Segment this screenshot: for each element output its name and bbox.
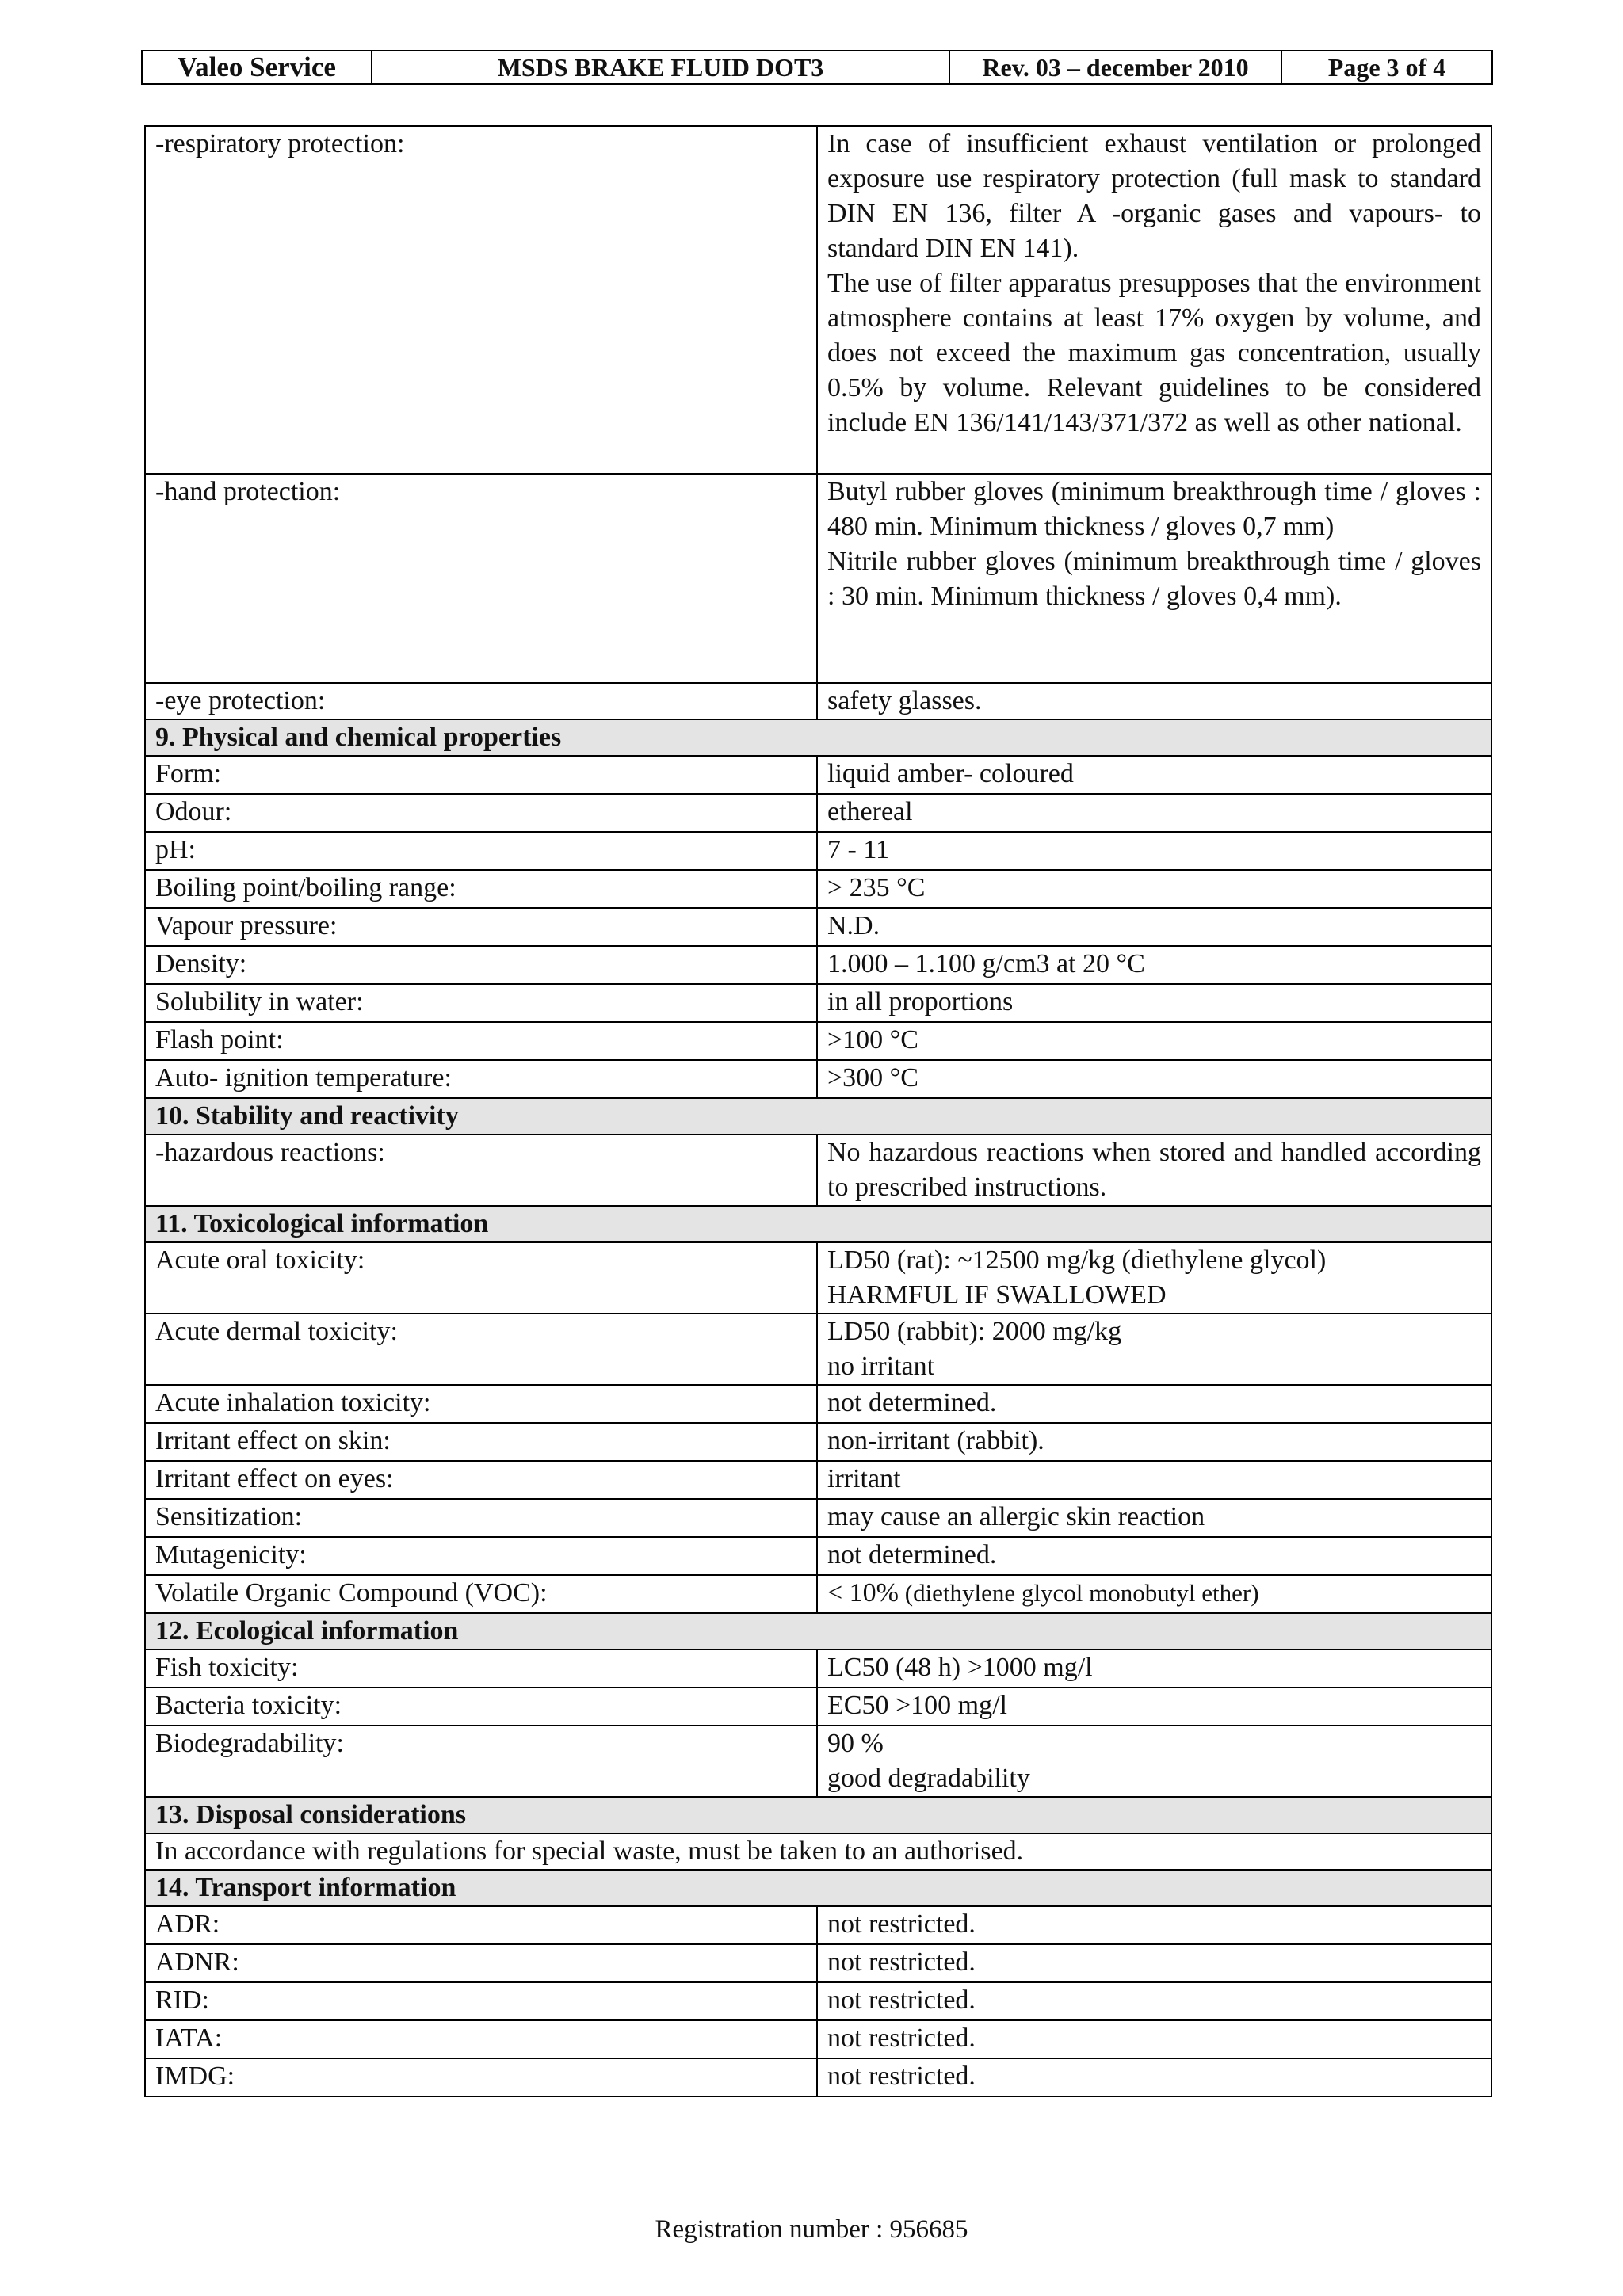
acute-oral-toxicity-value bbox=[817, 1242, 1491, 1314]
section-14-title: 14. Transport information bbox=[145, 1870, 1491, 1906]
iata-label: IATA: bbox=[145, 2020, 817, 2058]
vapour-pressure-label: Vapour pressure: bbox=[145, 908, 817, 946]
hand-protection-paragraph-1: Butyl rubber gloves (minimum breakthrough time / gloves : 480 min. Minimum thickness / gloves 0,7 mm) bbox=[827, 477, 1481, 541]
acute-dermal-toxicity-line-2: no irritant bbox=[827, 1352, 935, 1381]
table-row bbox=[145, 756, 1491, 794]
mutagenicity-label: Mutagenicity: bbox=[145, 1537, 817, 1575]
section-heading-row bbox=[145, 1098, 1491, 1135]
fish-toxicity-value: LC50 (48 h) >1000 mg/l bbox=[817, 1650, 1491, 1688]
solubility-value: in all proportions bbox=[817, 984, 1491, 1022]
table-row bbox=[145, 1385, 1491, 1423]
irritant-eyes-value: irritant bbox=[817, 1461, 1491, 1499]
section-13-title: 13. Disposal considerations bbox=[145, 1797, 1491, 1833]
document-header bbox=[141, 50, 1493, 85]
density-label: Density: bbox=[145, 946, 817, 984]
vapour-pressure-value: N.D. bbox=[817, 908, 1491, 946]
fish-toxicity-label: Fish toxicity: bbox=[145, 1650, 817, 1688]
table-row bbox=[145, 1314, 1491, 1385]
ph-label: pH: bbox=[145, 832, 817, 870]
flash-point-value: >100 °C bbox=[817, 1022, 1491, 1060]
boiling-point-value: > 235 °C bbox=[817, 870, 1491, 908]
adnr-value: not restricted. bbox=[817, 1944, 1491, 1982]
table-row bbox=[145, 1499, 1491, 1537]
biodegradability-line-2: good degradability bbox=[827, 1764, 1030, 1793]
table-row bbox=[145, 1833, 1491, 1870]
hand-protection-label: -hand protection: bbox=[145, 474, 817, 683]
section-12-title: 12. Ecological information bbox=[145, 1613, 1491, 1650]
auto-ignition-label: Auto- ignition temperature: bbox=[145, 1060, 817, 1098]
ph-value: 7 - 11 bbox=[817, 832, 1491, 870]
table-row bbox=[145, 1982, 1491, 2020]
rid-value: not restricted. bbox=[817, 1982, 1491, 2020]
table-row bbox=[145, 1537, 1491, 1575]
table-row bbox=[145, 1461, 1491, 1499]
table-row bbox=[145, 1650, 1491, 1688]
table-row bbox=[145, 946, 1491, 984]
table-row bbox=[145, 908, 1491, 946]
table-row bbox=[145, 474, 1491, 683]
table-row bbox=[145, 1022, 1491, 1060]
irritant-skin-label: Irritant effect on skin: bbox=[145, 1423, 817, 1461]
bacteria-toxicity-label: Bacteria toxicity: bbox=[145, 1688, 817, 1726]
adr-label: ADR: bbox=[145, 1906, 817, 1944]
table-row bbox=[145, 1944, 1491, 1982]
table-row bbox=[145, 1060, 1491, 1098]
mutagenicity-value: not determined. bbox=[817, 1537, 1491, 1575]
table-row bbox=[145, 794, 1491, 832]
acute-dermal-toxicity-value bbox=[817, 1314, 1491, 1385]
msds-table bbox=[144, 125, 1492, 2097]
voc-percent: < 10% bbox=[827, 1578, 899, 1608]
auto-ignition-value: >300 °C bbox=[817, 1060, 1491, 1098]
header-page-number: Page 3 of 4 bbox=[1327, 52, 1446, 82]
respiratory-protection-paragraph-1: In case of insufficient exhaust ventilation or prolonged exposure use respiratory protection (full mask to standard DIN EN 136, filter A -organic gases and vapours- to standard DIN EN 141). bbox=[827, 129, 1481, 263]
hand-protection-paragraph-2: Nitrile rubber gloves (minimum breakthrough time / gloves : 30 min. Minimum thickness / gloves 0,4 mm). bbox=[827, 547, 1481, 611]
adnr-label: ADNR: bbox=[145, 1944, 817, 1982]
bacteria-toxicity-value: EC50 >100 mg/l bbox=[817, 1688, 1491, 1726]
acute-oral-toxicity-line-1: LD50 (rat): ~12500 mg/kg (diethylene glycol) bbox=[827, 1245, 1327, 1275]
table-row bbox=[145, 1135, 1491, 1206]
section-11-title: 11. Toxicological information bbox=[145, 1206, 1491, 1242]
odour-value: ethereal bbox=[817, 794, 1491, 832]
voc-label: Volatile Organic Compound (VOC): bbox=[145, 1575, 817, 1613]
acute-inhalation-toxicity-label: Acute inhalation toxicity: bbox=[145, 1385, 817, 1423]
imdg-label: IMDG: bbox=[145, 2058, 817, 2096]
flash-point-label: Flash point: bbox=[145, 1022, 817, 1060]
hand-protection-value bbox=[817, 474, 1491, 683]
table-row bbox=[145, 2058, 1491, 2096]
table-row bbox=[145, 832, 1491, 870]
acute-dermal-toxicity-label: Acute dermal toxicity: bbox=[145, 1314, 817, 1385]
iata-value: not restricted. bbox=[817, 2020, 1491, 2058]
voc-substance: (diethylene glycol monobutyl ether) bbox=[899, 1579, 1259, 1607]
table-row bbox=[145, 1423, 1491, 1461]
imdg-value: not restricted. bbox=[817, 2058, 1491, 2096]
sensitization-value: may cause an allergic skin reaction bbox=[817, 1499, 1491, 1537]
density-value: 1.000 – 1.100 g/cm3 at 20 °C bbox=[817, 946, 1491, 984]
acute-dermal-toxicity-line-1: LD50 (rabbit): 2000 mg/kg bbox=[827, 1317, 1122, 1346]
biodegradability-line-1: 90 % bbox=[827, 1729, 884, 1758]
table-row bbox=[145, 683, 1491, 719]
disposal-text: In accordance with regulations for special waste, must be taken to an authorised. bbox=[145, 1833, 1491, 1870]
form-value: liquid amber- coloured bbox=[817, 756, 1491, 794]
section-10-title: 10. Stability and reactivity bbox=[145, 1098, 1491, 1135]
irritant-skin-value: non-irritant (rabbit). bbox=[817, 1423, 1491, 1461]
biodegradability-label: Biodegradability: bbox=[145, 1726, 817, 1797]
registration-number: Registration number : 956685 bbox=[655, 2215, 968, 2244]
table-row bbox=[145, 2020, 1491, 2058]
respiratory-protection-paragraph-2: The use of filter apparatus presupposes that the environment atmosphere contains at least 17% oxygen by volume, and does not exceed the maximum gas concentration, usually 0.5% by volume. Relevant guidelines to be considered include EN 136/141/143/371/372 as well as other national. bbox=[827, 269, 1481, 437]
table-row bbox=[145, 126, 1491, 474]
header-document-title: MSDS BRAKE FLUID DOT3 bbox=[372, 51, 950, 83]
section-9-title: 9. Physical and chemical properties bbox=[145, 719, 1491, 756]
table-row bbox=[145, 1688, 1491, 1726]
table-row bbox=[145, 870, 1491, 908]
eye-protection-label: -eye protection: bbox=[145, 683, 817, 719]
section-heading-row bbox=[145, 1206, 1491, 1242]
table-row bbox=[145, 984, 1491, 1022]
respiratory-protection-label: -respiratory protection: bbox=[145, 126, 817, 474]
rid-label: RID: bbox=[145, 1982, 817, 2020]
section-heading-row bbox=[145, 1613, 1491, 1650]
table-row bbox=[145, 1242, 1491, 1314]
header-revision: Rev. 03 – december 2010 bbox=[950, 51, 1282, 83]
solubility-label: Solubility in water: bbox=[145, 984, 817, 1022]
section-heading-row bbox=[145, 719, 1491, 756]
section-heading-row bbox=[145, 1797, 1491, 1833]
biodegradability-value bbox=[817, 1726, 1491, 1797]
table-row bbox=[145, 1726, 1491, 1797]
acute-oral-toxicity-line-2: HARMFUL IF SWALLOWED bbox=[827, 1280, 1167, 1310]
odour-label: Odour: bbox=[145, 794, 817, 832]
hazardous-reactions-value: No hazardous reactions when stored and handled according to prescribed instructions. bbox=[817, 1135, 1491, 1206]
hazardous-reactions-label: -hazardous reactions: bbox=[145, 1135, 817, 1206]
irritant-eyes-label: Irritant effect on eyes: bbox=[145, 1461, 817, 1499]
sensitization-label: Sensitization: bbox=[145, 1499, 817, 1537]
header-company: Valeo Service bbox=[143, 51, 372, 83]
acute-inhalation-toxicity-value: not determined. bbox=[817, 1385, 1491, 1423]
table-row bbox=[145, 1906, 1491, 1944]
section-heading-row bbox=[145, 1870, 1491, 1906]
boiling-point-label: Boiling point/boiling range: bbox=[145, 870, 817, 908]
form-label: Form: bbox=[145, 756, 817, 794]
acute-oral-toxicity-label: Acute oral toxicity: bbox=[145, 1242, 817, 1314]
respiratory-protection-value bbox=[817, 126, 1491, 474]
table-row bbox=[145, 1575, 1491, 1613]
adr-value: not restricted. bbox=[817, 1906, 1491, 1944]
eye-protection-value: safety glasses. bbox=[817, 683, 1491, 719]
voc-value bbox=[817, 1575, 1491, 1613]
